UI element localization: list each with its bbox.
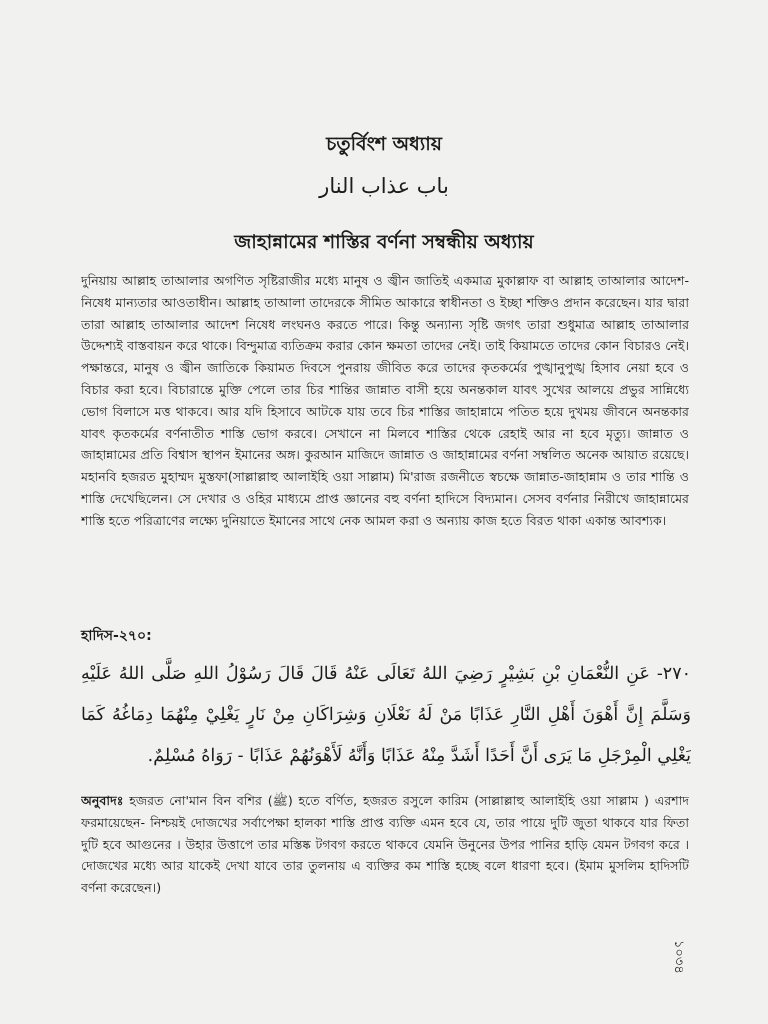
translation-paragraph (81, 790, 689, 930)
chapter-title: চতুর্বিংশ অধ্যায় (326, 133, 442, 155)
chapter-subtitle: জাহান্নামের শাস্তির বর্ণনা সম্বন্ধীয় অধ্যায় (234, 231, 534, 253)
arabic-hadith-text: ٢٧٠- عَنِ النُّعْمَانِ بْنِ بَشِيْرٍ رَضِيَ اللهُ تَعَالَى عَنْهُ قَالَ قَالَ رَسُوْلُ اللهِ صَلَّى اللهُ عَلَيْهِ وَسَلَّمَ إِنَّ أَهْوَنَ أَهْلِ النَّارِ عَذَابًا مَنْ لَهُ نَعْلَانِ وَشِرَاكَانِ مِنْ نَارٍ يَغْلِيْ مِنْهُمَا دِمَاغُهُ كَمَا يَغْلِي الْمِرْجَلِ مَا يَرَى أَنَّ أَحَدًا أَشَدَّ مِنْهُ عَذَابًا وَأَنَّهُ لَأَهْوَنُهُمْ عَذَابًا - رَوَاهُ مُسْلِمٌ. (81, 664, 691, 766)
page-number: ১০৩৪ (671, 940, 686, 974)
translation-text: হজরত নো'মান বিন বশির (ﷺ) হতে বর্ণিত, হজরত রসুলে কারিম (সাল্লাল্লাহু আলাইহি ওয়া সাল্লাম ) এরশাদ ফরমায়েছেন- নিশ্চয়ই দোজখের সর্বাপেক্ষা হালকা শাস্তি প্রাপ্ত ব্যক্তি এমন হবে যে, তার পায়ে দুটি জুতা থাকবে যার ফিতা দুটি হবে আগুনের । উহার উত্তাপে তার মস্তিষ্ক টগবগ করতে থাকবে যেমনি উনুনের উপর পানির হাড়ি যেমন টগবগ করে । দোজখের মধ্যে আর যাকেই দেখা যাবে তার তুলনায় এ ব্যক্তির কম শাস্তি হচ্ছে বলে ধারণা হবে। (ইমাম মুসলিম হাদিসটি বর্ণনা করেছেন।) (81, 793, 689, 896)
translation-label: অনুবাদঃ (81, 793, 124, 808)
intro-paragraph: দুনিয়ায় আল্লাহ তাআলার অগণিত সৃষ্টিরাজীর মধ্যে মানুষ ও জ্বীন জাতিই একমাত্র মুকাল্লাফ বা আল্লাহ তাআলার আদেশ-নিষেধ মান্যতার আওতাধীন। আল্লাহ তাআলা তাদেরকে সীমিত আকারে স্বাধীনতা ও ইচ্ছা শক্তিও প্রদান করেছেন। যার দ্বারা তারা আল্লাহ তাআলার আদেশ নিষেধ লংঘনও করতে পারে। কিন্তু অন্যান্য সৃষ্টি জগৎ তারা শুধুমাত্র আল্লাহ তাআলার উদ্দেশ্যই বাস্তবায়ন করে থাকে। বিন্দুমাত্র ব্যতিক্রম করার কোন ক্ষমতা তাদের নেই। তাই কিয়ামতে তাদের কোন বিচারও নেই। পক্ষান্তরে, মানুষ ও জ্বীন জাতিকে কিয়ামত দিবসে পুনরায় জীবিত করে তাদের কৃতকর্মের পুঙ্খানুপুঙ্খ হিসাব নেয়া হবে ও বিচার করা হবে। বিচারান্তে মুক্তি পেলে তার চির শান্তির জান্নাত বাসী হয়ে অনন্তকাল যাবৎ সুখের আলয়ে প্রভুর সান্নিধ্যে ভোগ বিলাসে মত্ত থাকবে। আর যদি হিসাবে আটকে যায় তবে চির শাস্তির জাহান্নামে পতিত হয়ে দুখময় জীবনে অনন্তকার যাবৎ কৃতকর্মের বর্ণনাতীত শাস্তি ভোগ করবে। সেখানে না মিলবে শাস্তির থেকে রেহাই আর না হবে মৃত্যু। জান্নাত ও জাহান্নামের প্রতি বিশ্বাস স্থাপন ইমানের অঙ্গ। কুরআন মাজিদে জান্নাত ও জাহান্নামের বর্ণনা সম্বলিত অনেক আয়াত রয়েছে। মহানবি হজরত মুহাম্মদ মুস্তফা(সাল্লাল্লাহু আলাইহি ওয়া সাল্লাম) মি'রাজ রজনীতে স্বচক্ষে জান্নাত-জাহান্নাম ও তার শান্তি ও শাস্তি দেখেছিলেন। সে দেখার ও ওহির মাধ্যমে প্রাপ্ত জ্ঞানের বহু বর্ণনা হাদিসে বিদ্যমান। সেসব বর্ণনার নিরীখে জাহান্নামের শাস্তি হতে পরিত্রাণের লক্ষ্যে দুনিয়াতে ইমানের সাথে নেক আমল করা ও অন্যায় কাজ হতে বিরত থাকা একান্ত আবশ্যক। (81, 273, 689, 528)
hadith-label: হাদিস-২৭০: (81, 628, 152, 644)
arabic-chapter-title: باب عذاب النار (319, 174, 449, 198)
